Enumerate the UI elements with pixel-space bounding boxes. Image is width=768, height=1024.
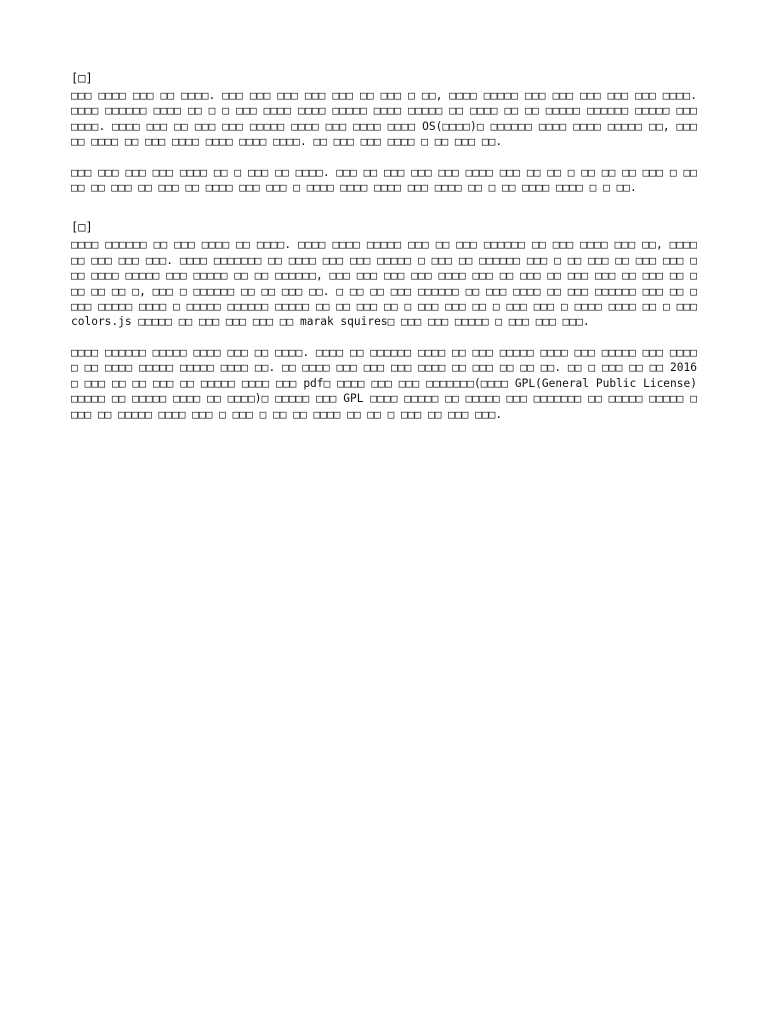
section-2 <box>71 219 697 421</box>
section-label: [□] <box>71 220 93 235</box>
paragraph: □□□□ □□□□□□ □□ □□□ □□□□ □□ □□□□. □□□□ □□□□ □□□□□ □□□ □□ □□□ □□□□□□ □□ □□□ □□□□ □□□ □□, □□□□ □□ □□□ □□□ □□□. □□□□ □□□□□□□ □□ □□□□ □□□ □□□ □□□□□ □ □□□ □□ □□□□□□ □□□ □ □□ □□□ □□ □□□ □□□ □□□ □□□□ □□□□□ □□□ □□□□□ □□ □□ □□□□□□, □□□ □□□ □□□ □□□ □□□□ □□□ □□ □□□ □□ □□□ □□□ □□ □□□ □□ □ □□ □□ □□ □, □□□ □ □□□□□□ □□ □□ □□□ □□. □ □□ □□ □□□ □□□□□□ □□ □□□ □□□□ □□ □□□ □□□□□□ □□□ □□ □□□□ □□□□□ □□□□ □ □□□□□ □□□□□□ □□□□□ □□ □□ □□□ □□ □ □□□ □□□ □□ □ □□□ □□□ □ □□□□ □□□□ □□ □ □□□ colors.js □□□□□ □□ □□□ □□□ □□□ □□ marak squires□ □□□ □□□ □□□□□ □ □□□ □□□ □□□. <box>71 238 697 329</box>
paragraph: □□□□ □□□□□□ □□□□□ □□□□ □□□ □□ □□□□. □□□□ □□ □□□□□□ □□□□ □□ □□□ □□□□□ □□□□ □□□ □□□□□ □□□ □□□□□ □□ □□□□ □□□□□ □□□□□ □□□□ □□. □□ □□□□ □□□ □□□ □□□ □□□□ □□ □□□ □□ □□ □□. □□ □ □□□ □□ □□ 2016□ □□□ □□ □□ □□□ □□ □□□□□ □□□□ □□□ pdf□ □□□□ □□□ □□□ □□□□□□□(□□□□ GPL(General Public License) □□□□□ □□ □□□□□ □□□□ □□ □□□□)□ □□□□□ □□□ GPL □□□□ □□□□□ □□ □□□□□ □□□ □□□□□□□ □□ □□□□□ □□□□□ □□□□ □□ □□□□□ □□□□ □□□ □ □□□ □ □□ □□ □□□□ □□ □□ □ □□□ □□ □□□ □□□. <box>71 345 697 421</box>
paragraph: □□□ □□□ □□□ □□□ □□□□ □□ □ □□□ □□ □□□□. □□□ □□ □□□ □□□ □□□ □□□□ □□□ □□ □□ □ □□ □□ □□ □□□ □ □□□□ □□ □□□ □□ □□□ □□ □□□□ □□□ □□□ □ □□□□ □□□□ □□□□ □□□ □□□□ □□ □ □□ □□□□ □□□□ □ □ □□. <box>71 165 697 195</box>
document-page <box>71 70 697 422</box>
paragraph: □□□ □□□□ □□□ □□ □□□□. □□□ □□□ □□□ □□□ □□□ □□ □□□ □ □□, □□□□ □□□□□ □□□ □□□ □□□ □□□ □□□ □□□□. □□□□ □□□□□□ □□□□ □□ □ □ □□□ □□□□ □□□□ □□□□□ □□□□ □□□□□ □□ □□□□ □□ □□ □□□□□ □□□□□□ □□□□□ □□□ □□□□. □□□□ □□□ □□ □□□ □□□ □□□□□ □□□□ □□□ □□□□ □□□□ OS(□□□□)□ □□□□□□ □□□□ □□□□ □□□□□ □□, □□□ □□ □□□□ □□ □□□ □□□□ □□□□ □□□□ □□□□. □□ □□□ □□□ □□□□ □ □□ □□□ □□. <box>71 89 697 149</box>
section-label: [□] <box>71 71 93 85</box>
section-1 <box>71 70 697 195</box>
